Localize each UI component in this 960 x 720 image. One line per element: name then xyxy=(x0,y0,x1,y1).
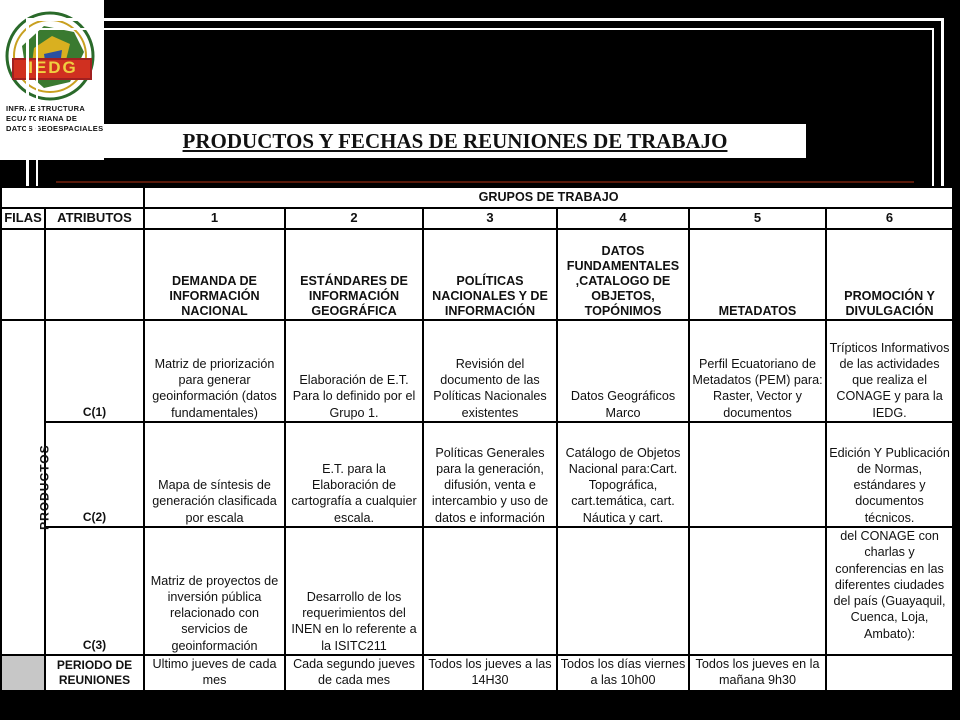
table-cell: Matriz de priorización para generar geoinformación (datos fundamentales) xyxy=(144,320,285,422)
group-header: GRUPOS DE TRABAJO xyxy=(144,187,953,208)
table-cell: Datos Geográficos Marco xyxy=(557,320,689,422)
table-cell: Perfil Ecuatoriano de Metadatos (PEM) para: Raster, Vector y documentos xyxy=(689,320,826,422)
row-label: C(1) xyxy=(45,320,144,422)
periodo-cell: Todos los días viernes a las 10h00 xyxy=(557,655,689,691)
table-cell: Trípticos Informativos de las actividades que realiza el CONAGE y para la IEDG. xyxy=(826,320,953,422)
table-cell: E.T. para la Elaboración de cartografía a cualquier escala. xyxy=(285,422,423,527)
col-atributos-header: ATRIBUTOS xyxy=(45,208,144,229)
work-groups-table xyxy=(0,186,954,692)
group-name: POLÍTICAS NACIONALES Y DE INFORMACIÓN xyxy=(423,229,557,320)
blank-cell xyxy=(1,229,45,320)
productos-label-cell xyxy=(1,320,52,655)
table-cell: Elaboración de E.T. Para lo definido por el Grupo 1. xyxy=(285,320,423,422)
periodo-cell: Todos los jueves en la mañana 9h30 xyxy=(689,655,826,691)
decorative-frame-inner xyxy=(36,28,934,198)
logo-subtitle-line: DATOS GEOESPACIALES xyxy=(6,124,104,133)
table-cell xyxy=(423,527,557,655)
table-cell: Desarrollo de los requerimientos del INEN en lo referente a la ISITC211 xyxy=(285,527,423,655)
table-cell: Catálogo de Objetos Nacional para:Cart. Topográfica, cart.temática, cart. Náutica y cart. xyxy=(557,422,689,527)
periodo-cell: Cada segundo jueves de cada mes xyxy=(285,655,423,691)
table-cell: Revisión del documento de las Políticas Nacionales existentes xyxy=(423,320,557,422)
periodo-cell: Todos los jueves a las 14H30 xyxy=(423,655,557,691)
blank-cell xyxy=(1,655,45,691)
header-blank xyxy=(1,187,144,208)
group-name: DATOS FUNDAMENTALES ,CATALOGO DE OBJETOS, TOPÓNIMOS xyxy=(557,229,689,320)
table-cell: del CONAGE con charlas y conferencias en las diferentes ciudades del país (Guayaquil, Cuenca, Loja, Ambato): xyxy=(826,527,953,655)
group-number: 3 xyxy=(423,208,557,229)
table-cell xyxy=(557,527,689,655)
periodo-cell: Ultimo jueves de cada mes xyxy=(144,655,285,691)
group-name: ESTÁNDARES DE INFORMACIÓN GEOGRÁFICA xyxy=(285,229,423,320)
table-cell: Edición Y Publicación de Normas, estándares y documentos técnicos. xyxy=(826,422,953,527)
periodo-cell xyxy=(826,655,953,691)
table-cell: Mapa de síntesis de generación clasificada por escala xyxy=(144,422,285,527)
row-label: C(3) xyxy=(45,527,144,655)
col-filas-header: FILAS xyxy=(1,208,45,229)
table-cell xyxy=(689,422,826,527)
work-groups-table-container xyxy=(0,186,952,692)
group-number: 6 xyxy=(826,208,953,229)
logo-acronym: IEDG xyxy=(28,58,78,77)
group-name: DEMANDA DE INFORMACIÓN NACIONAL xyxy=(144,229,285,320)
group-number: 1 xyxy=(144,208,285,229)
row-label: C(2) xyxy=(45,422,144,527)
group-name: PROMOCIÓN Y DIVULGACIÓN xyxy=(826,229,953,320)
group-number: 4 xyxy=(557,208,689,229)
table-cell: Matriz de proyectos de inversión pública relacionado con servicios de geoinformación xyxy=(144,527,285,655)
periodo-label: PERIODO DE REUNIONES xyxy=(45,655,144,691)
productos-label: PRODUCTOS xyxy=(37,444,52,531)
page-title: PRODUCTOS Y FECHAS DE REUNIONES DE TRABAJO xyxy=(104,124,806,158)
table-cell xyxy=(689,527,826,655)
logo-subtitle-line: INFRAESTRUCTURA xyxy=(6,104,86,113)
decorative-divider xyxy=(56,181,914,183)
group-number: 5 xyxy=(689,208,826,229)
group-number: 2 xyxy=(285,208,423,229)
group-name: METADATOS xyxy=(689,229,826,320)
table-cell: Políticas Generales para la generación, difusión, venta e intercambio y uso de datos e información xyxy=(423,422,557,527)
logo-subtitle-line: ECUATORIANA DE xyxy=(6,114,78,123)
blank-cell xyxy=(45,229,144,320)
